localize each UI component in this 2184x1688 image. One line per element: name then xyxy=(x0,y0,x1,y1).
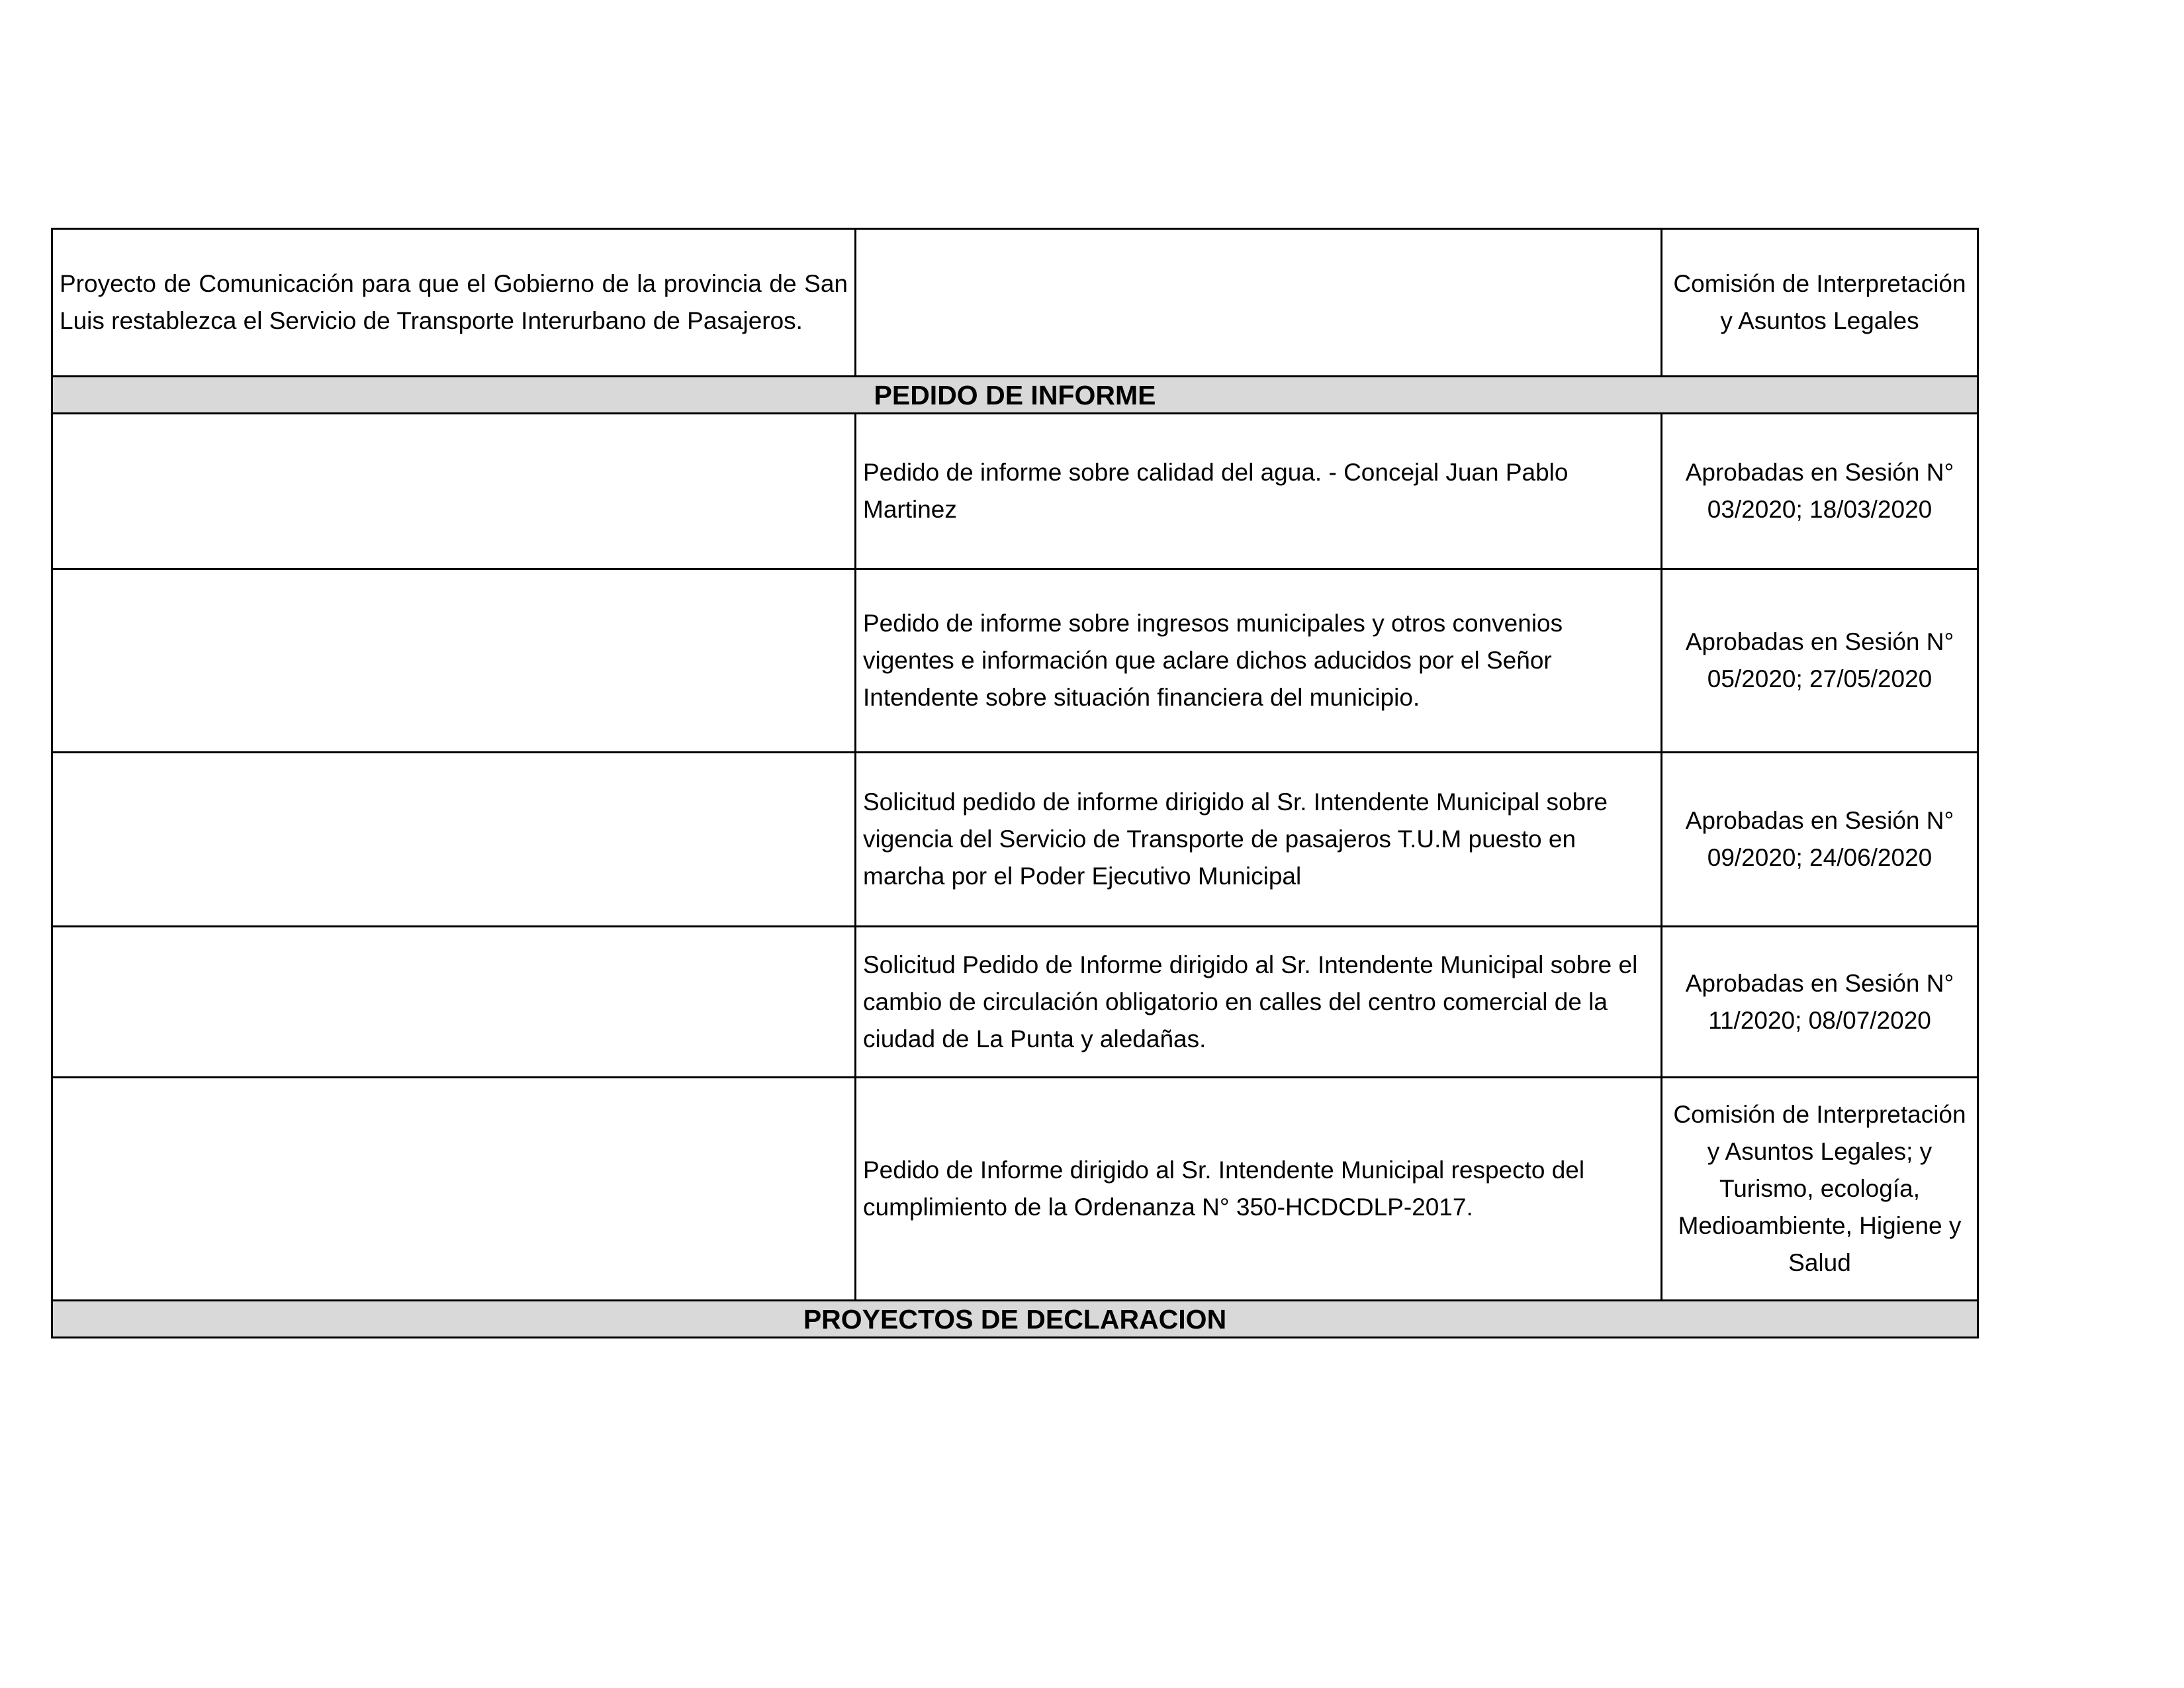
table-row xyxy=(52,229,1978,377)
table-row xyxy=(52,414,1978,569)
project-description-cell xyxy=(52,753,856,927)
project-description-cell xyxy=(52,569,856,753)
status-cell: Aprobadas en Sesión N° 05/2020; 27/05/2020 xyxy=(1662,569,1978,753)
project-description-cell xyxy=(52,1078,856,1301)
table-row xyxy=(52,1078,1978,1301)
detail-cell: Solicitud pedido de informe dirigido al Sr. Intendente Municipal sobre vigencia del Servicio de Transporte de pasajeros T.U.M puesto en marcha por el Poder Ejecutivo Municipal xyxy=(856,753,1662,927)
table-row xyxy=(52,753,1978,927)
section-header-row xyxy=(52,377,1978,414)
detail-cell: Solicitud Pedido de Informe dirigido al Sr. Intendente Municipal sobre el cambio de circulación obligatorio en calles del centro comercial de la ciudad de La Punta y aledañas. xyxy=(856,927,1662,1078)
status-cell: Aprobadas en Sesión N° 03/2020; 18/03/2020 xyxy=(1662,414,1978,569)
table-row xyxy=(52,927,1978,1078)
detail-cell: Pedido de informe sobre calidad del agua. - Concejal Juan Pablo Martinez xyxy=(856,414,1662,569)
detail-cell: Pedido de Informe dirigido al Sr. Intendente Municipal respecto del cumplimiento de la Ordenanza N° 350-HCDCDLP-2017. xyxy=(856,1078,1662,1301)
status-cell: Comisión de Interpretación y Asuntos Legales xyxy=(1662,229,1978,377)
section-title-pedido-de-informe: PEDIDO DE INFORME xyxy=(52,377,1978,414)
status-cell: Aprobadas en Sesión N° 09/2020; 24/06/2020 xyxy=(1662,753,1978,927)
document-table xyxy=(51,228,1979,1338)
section-title-proyectos-de-declaracion: PROYECTOS DE DECLARACION xyxy=(52,1301,1978,1338)
status-cell: Aprobadas en Sesión N° 11/2020; 08/07/2020 xyxy=(1662,927,1978,1078)
project-description-cell xyxy=(52,927,856,1078)
section-header-row xyxy=(52,1301,1978,1338)
project-description-cell xyxy=(52,414,856,569)
detail-cell xyxy=(856,229,1662,377)
project-description-cell: Proyecto de Comunicación para que el Gobierno de la provincia de San Luis restablezca el Servicio de Transporte Interurbano de Pasajeros. xyxy=(52,229,856,377)
detail-cell: Pedido de informe sobre ingresos municipales y otros convenios vigentes e información que aclare dichos aducidos por el Señor Intendente sobre situación financiera del municipio. xyxy=(856,569,1662,753)
table-row xyxy=(52,569,1978,753)
status-cell: Comisión de Interpretación y Asuntos Legales; y Turismo, ecología, Medioambiente, Higiene y Salud xyxy=(1662,1078,1978,1301)
